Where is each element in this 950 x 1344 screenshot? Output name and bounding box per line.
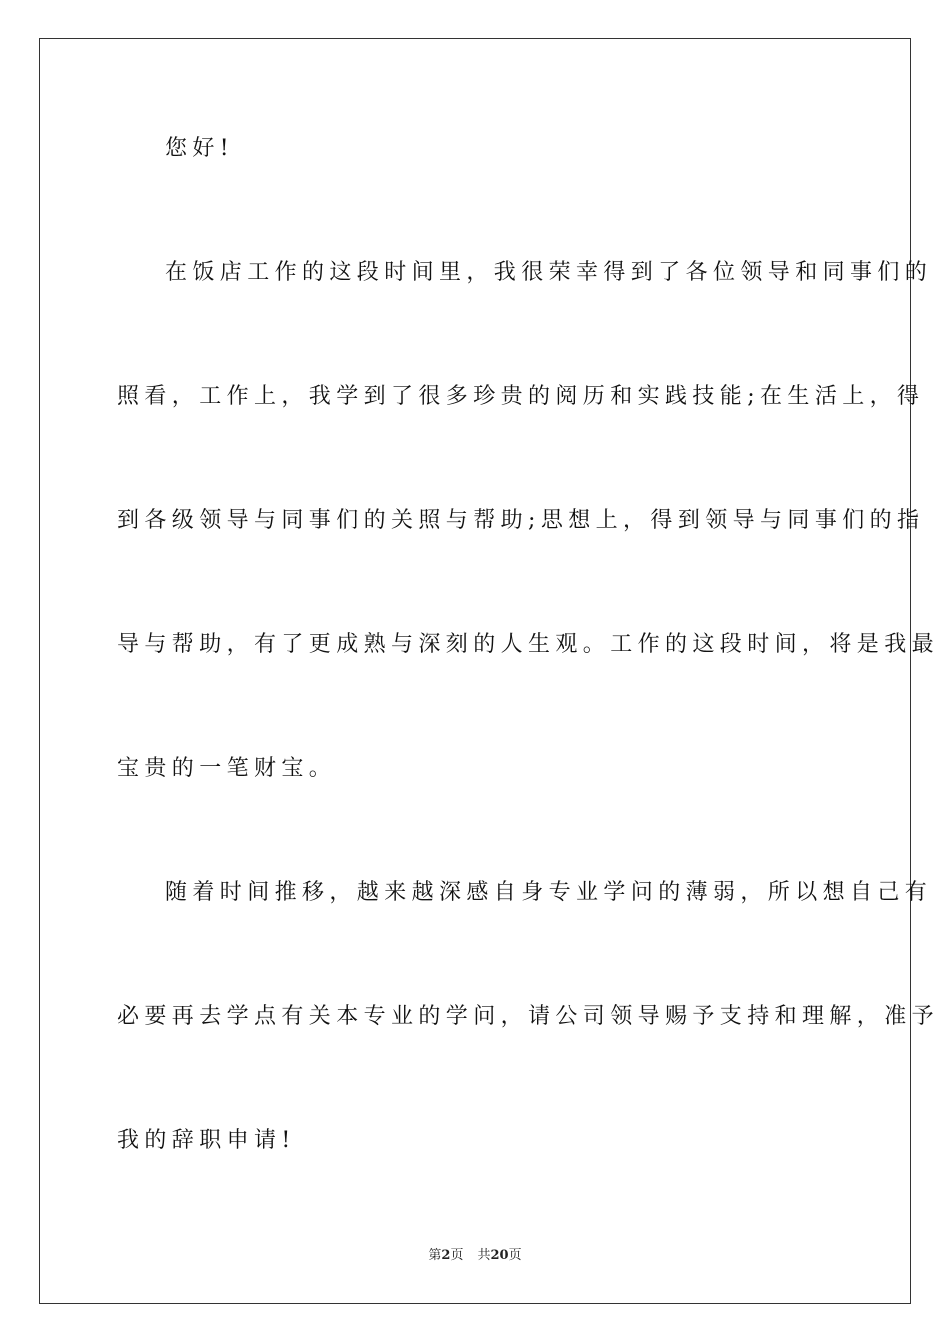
greeting: 您好! [165, 136, 235, 161]
total-suffix: 页 [508, 1248, 522, 1263]
paragraph-line: 必要再去学点有关本专业的学问，请公司领导赐予支持和理解，准予 [117, 1004, 940, 1029]
paragraph-line: 照看，工作上，我学到了很多珍贵的阅历和实践技能;在生活上，得 [117, 384, 925, 409]
page-footer [0, 1247, 950, 1265]
paragraph-line: 在饭店工作的这段时间里，我很荣幸得到了各位领导和同事们的 [165, 260, 933, 285]
total-pages: 20 [490, 1248, 509, 1263]
page-number: 2 [441, 1248, 451, 1263]
paragraph-line: 宝贵的一笔财宝。 [117, 756, 337, 781]
page-prefix: 第 [428, 1248, 442, 1263]
paragraph-line: 我的辞职申请! [117, 1128, 296, 1153]
paragraph-line: 到各级领导与同事们的关照与帮助;思想上，得到领导与同事们的指 [117, 508, 925, 533]
total-prefix: 共 [477, 1248, 491, 1263]
page-frame [39, 38, 940, 1304]
page-suffix: 页 [450, 1248, 464, 1263]
paragraph-line: 导与帮助，有了更成熟与深刻的人生观。工作的这段时间，将是我最 [117, 632, 940, 657]
paragraph-line: 随着时间推移，越来越深感自身专业学问的薄弱，所以想自己有 [165, 880, 933, 905]
